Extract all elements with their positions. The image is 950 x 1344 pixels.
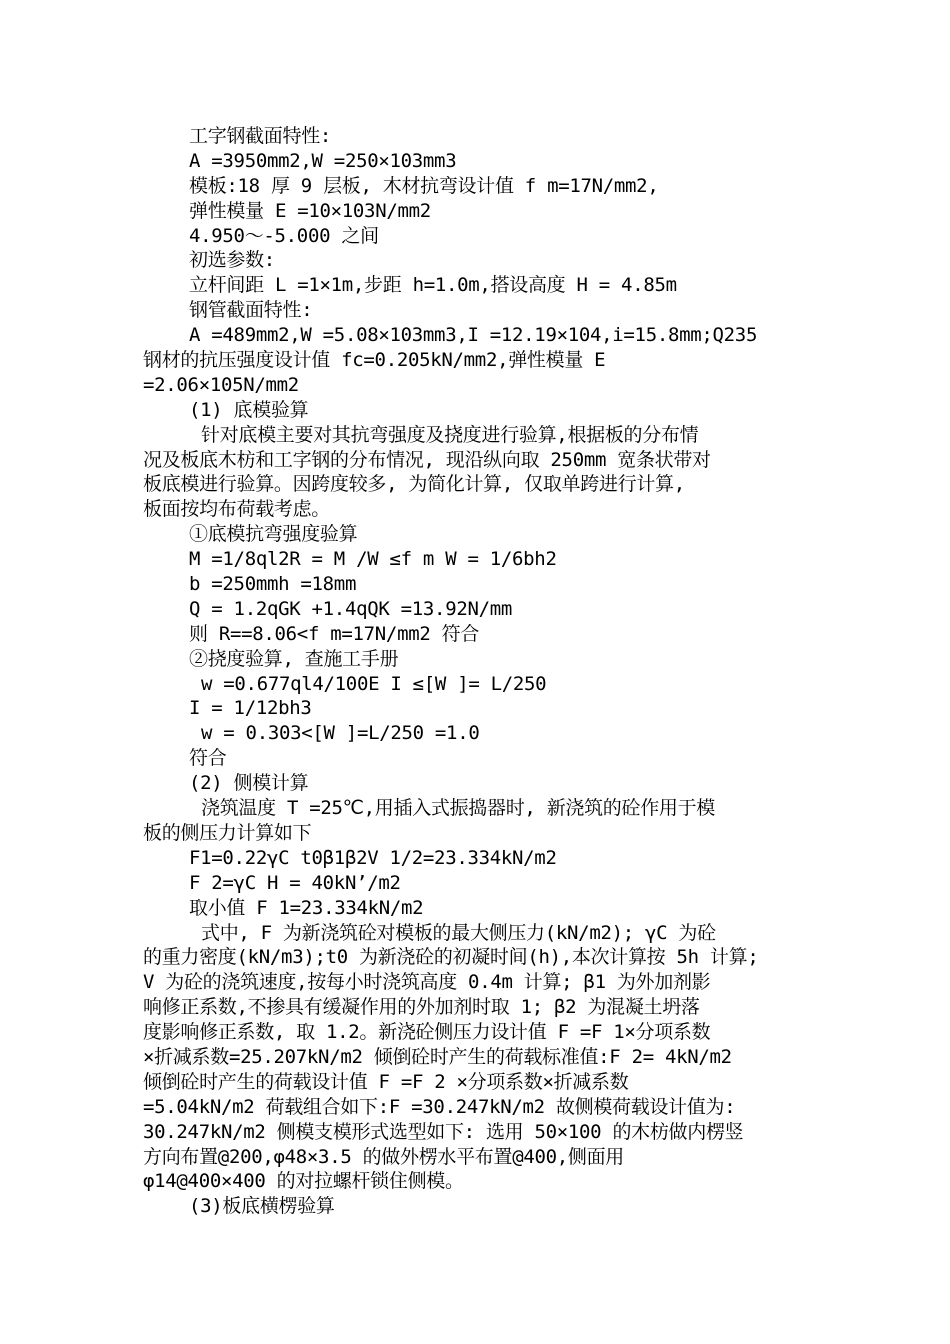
text-line: =5.04kN/m2 荷载组合如下:F =30.247kN/m2 故侧模荷载设计值为: [143, 1095, 736, 1118]
text-line: 4.950～-5.000 之间 [189, 224, 379, 247]
text-line: I = 1/12bh3 [189, 697, 312, 720]
text-line: F1=0.22γC t0β1β2V 1/2=23.334kN/m2 [189, 846, 557, 869]
text-line: 度影响修正系数, 取 1.2。新浇砼侧压力设计值 F =F 1×分项系数 [143, 1021, 711, 1044]
text-line: 工字钢截面特性: [189, 125, 332, 147]
text-line: 钢材的抗压强度设计值 fc=0.205kN/mm2,弹性模量 E [143, 349, 606, 372]
text-line: ×折减系数=25.207kN/m2 倾倒砼时产生的荷载标准值:F 2= 4kN/m2 [143, 1045, 732, 1068]
text-line: (3)板底横楞验算 [189, 1195, 335, 1218]
text-line: =2.06×105N/mm2 [143, 373, 299, 396]
text-line: 板的侧压力计算如下 [143, 821, 312, 844]
text-line: 的重力密度(kN/m3);t0 为新浇砼的初凝时间(h),本次计算按 5h 计算; [143, 946, 759, 969]
text-line: b =250mmh =18mm [189, 573, 357, 596]
text-line: 针对底模主要对其抗弯强度及挠度进行验算,根据板的分布情 [201, 423, 699, 446]
text-line: 则 R==8.06<f m=17N/mm2 符合 [189, 622, 480, 645]
text-line: 板面按均布荷载考虑。 [143, 498, 331, 521]
text-line: (1) 底模验算 [189, 398, 309, 421]
text-line: 式中, F 为新浇筑砼对模板的最大侧压力(kN/m2); γC 为砼 [201, 921, 716, 944]
text-line: 响修正系数,不掺具有缓凝作用的外加剂时取 1; β2 为混凝土坍落 [143, 996, 700, 1019]
text-line: 符合 [189, 747, 227, 770]
document-body [143, 124, 823, 1219]
text-line: M =1/8ql2R = M /W ≤f m W = 1/6bh2 [189, 548, 557, 571]
text-line: 方向布置@200,φ48×3.5 的做外楞水平布置@400,侧面用 [143, 1145, 625, 1168]
text-line: ①底模抗弯强度验算 [189, 523, 358, 546]
text-line: Q = 1.2qGK +1.4qQK =13.92N/mm [189, 597, 513, 620]
text-line: 弹性模量 E =10×103N/mm2 [189, 199, 431, 222]
text-line: V 为砼的浇筑速度,按每小时浇筑高度 0.4m 计算; β1 为外加剂影 [143, 971, 711, 994]
text-line: 30.247kN/m2 侧模支模形式选型如下: 选用 50×100 的木枋做内楞竖 [143, 1120, 744, 1143]
text-line: 立杆间距 L =1×1m,步距 h=1.0m,搭设高度 H = 4.85m [189, 274, 677, 297]
text-line: 初选参数: [189, 249, 275, 272]
text-line: w =0.677ql4/100E I ≤[W ]= L/250 [201, 672, 547, 695]
text-line: w = 0.303<[W ]=L/250 =1.0 [201, 722, 480, 745]
text-line: ②挠度验算, 查施工手册 [189, 647, 399, 670]
text-line: 取小值 F 1=23.334kN/m2 [189, 896, 424, 919]
text-line: F 2=γC H = 40kN’/m2 [189, 871, 401, 894]
text-line: A =3950mm2,W =250×103mm3 [189, 149, 457, 172]
text-line: 浇筑温度 T =25℃,用插入式振捣器时, 新浇筑的砼作用于模 [201, 797, 715, 820]
text-line: A =489mm2,W =5.08×103mm3,I =12.19×104,i=15.8mm;Q235 [189, 324, 758, 347]
text-line: (2) 侧模计算 [189, 772, 309, 795]
text-line: 况及板底木枋和工字钢的分布情况, 现沿纵向取 250mm 宽条状带对 [143, 448, 711, 471]
text-line: 倾倒砼时产生的荷载设计值 F =F 2 ×分项系数×折减系数 [143, 1070, 629, 1093]
text-line: 模板:18 厚 9 层板, 木材抗弯设计值 f m=17N/mm2, [189, 174, 659, 197]
text-line: φ14@400×400 的对拉螺杆锁住侧模。 [143, 1170, 464, 1193]
text-line: 板底模进行验算。因跨度较多, 为简化计算, 仅取单跨进行计算, [143, 473, 685, 496]
text-line: 钢管截面特性: [189, 299, 313, 322]
